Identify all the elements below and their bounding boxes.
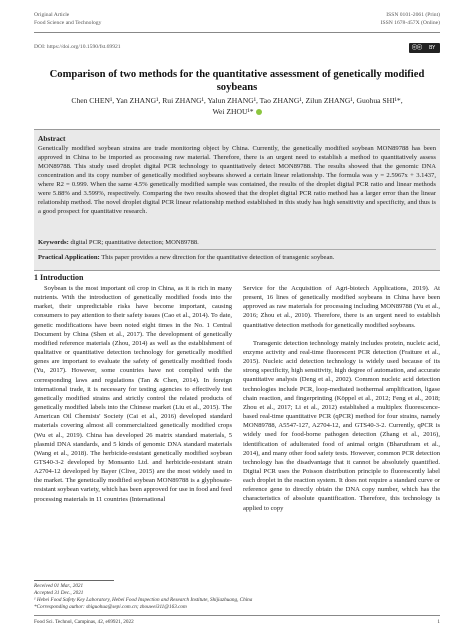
practical-label: Practical Application: (38, 254, 100, 261)
cc-icon: ⓒⓒ (412, 45, 423, 51)
abstract-divider (38, 249, 436, 250)
footnote-rule (34, 580, 114, 581)
abstract-box (34, 129, 440, 271)
keywords-label: Keywords: (38, 239, 69, 246)
header-rule (34, 32, 440, 33)
page-number: 1 (437, 619, 440, 625)
orcid-icon[interactable] (256, 109, 262, 115)
corresponding-author: *Corresponding author: shiguohua@sepi.com.cn; zhouwei311@163.com (34, 604, 187, 610)
issn-online: ISSN 1678-457X (Online) (380, 20, 440, 26)
received-date: Received 01 Mar., 2021 (34, 583, 84, 589)
right-paragraph-2: Transgenic detection technology mainly includes protein, nucleic acid, enzyme activity and real-time fluorescent PCR detection (Fraiture et al., 2015). Nucleic acid detection technology is widely used because of its strong specificity, high sensitivity, high degree of automation, and accurate quantitative analysis (Deng et al., 2002). Common nucleic acid detection technologies include PCR, loop-mediated isothermal amplification, ligase chain reaction, and fingerprinting (Köppel et al., 2012; Feng et al., 2018; Zhou et al., 2017; Li et al., 2012) established a multiplex fluorescence-based real-time quantitative PCR (qPCR) method for four strains, namely MON89788, A5547-127, A2704-12, and GTS40-3-2. Currently, qPCR is widely used for food-borne pathogen detection (Zhang et al., 2016), identification of adulterated food of animal origin (Bharuthram et al., 2014), and many other food safety tests. However, common PCR detection technology has the disadvantage that it cannot be absolutely quantified. Digital PCR uses the Poisson distribution principle to fluorescently label each droplet in the reaction system. It does not require a standard curve or reference gene to directly obtain the DNA copy number, which has the characteristics of absolute quantification. Therefore, this technology is applied to copy (243, 339, 440, 512)
footer-rule (34, 615, 440, 616)
affiliation: ¹ Hebei Food Safety Key Laboratory, Hebei Food Inspection and Research Institute, Shijiazhuang, China (34, 597, 253, 603)
license-badge-label: BY (429, 45, 436, 51)
authors (34, 96, 440, 117)
keywords-text: digital PCR; quantitative detection; MON89788. (70, 239, 199, 246)
section-title: 1 Introduction (34, 273, 84, 282)
right-paragraph-1: Service for the Acquisition of Agri-biotech Applications, 2019). At present, 16 lines of genetically modified soybeans in China have been approved as raw materials for processing including MON89788 (Yu et al., 2016; Zhou et al., 2010). Therefore, there is an urgent need to establish quantitative detection methods for genetically modified soybeans. (243, 285, 440, 329)
article-type: Original Article (34, 12, 70, 18)
article-title: Comparison of two methods for the quantitative assessment of genetically modified soybeans (49, 69, 425, 93)
issn-print: ISSN 0101-2061 (Print) (386, 12, 440, 18)
footer-citation: Food Sci. Technol, Campinas, 42, e69921, 2022 (34, 619, 134, 625)
authors-line-2: Wei ZHOU¹* (212, 106, 254, 116)
doi-link[interactable]: DOI: https://doi.org/10.1590/fst.69921 (34, 44, 121, 50)
left-column (34, 284, 232, 504)
abstract-label: Abstract (38, 134, 66, 143)
practical-text: This paper provides a new direction for the quantitative detection of transgenic soybean. (101, 254, 335, 261)
left-paragraph: Soybean is the most important oil crop in China, as it is rich in many nutrients. With the introduction of genetically modified foods into the market, their unpredictable risks have become important, causing consumers to pay attention to their safety issues (Cao et al., 2014). To date, genetic modifications have been noted eight times in the No. 1 Central Document by China (Shen et al., 2017). The development of genetically modified reference materials (Zhou, 2014) as well as the establishment of qualitative or quantitative detection technology for genetically modified genes are important to evaluate the safety of genetically modified foods (Yu, 2017). However, some countries have not complied with the corresponding laws and regulations (Tan & Chen, 2014). In foreign international trade, it is necessary for testing agencies to effectively test genetically modified strains and strictly control the related products of genetically modified labels into the Chinese market (Liu et al., 2015). The American Oil Chemists' Society (Cai et al., 2016) developed standard materials covering almost all commercialized genetically modified crops (Wu et al., 2019). China has developed 26 matrix standard materials, 5 plasmid DNA standards, and 5 kinds of genomic DNA standard materials (Wang et al., 2018). The herbicide-resistant genetically modified soybean GTS40-3-2 developed by Monsanto Ltd. and herbicide-resistant strain A2704-12 developed by Bayer (Clive, 2015) are the most widely used in the market. The genetically modified soybean MON89788 is a glyphosate-resistant soybean variety, which has been approved for use in food and feed processing materials in 11 countries (International (34, 285, 232, 503)
journal-name: Food Science and Technology (34, 20, 102, 26)
cc-license-badge[interactable] (409, 43, 440, 53)
accepted-date: Accepted 31 Dec., 2021 (34, 590, 84, 596)
authors-line-1: Chen CHEN¹, Yan ZHANG¹, Rui ZHANG¹, Yalun ZHANG¹, Tao ZHANG¹, Zilun ZHANG¹, Guohua SHI¹*, (71, 96, 403, 105)
abstract-text: Genetically modified soybean strains are trade monitoring object by China. Currently, the genetically modified soybean MON89788 has been approved in China to be imported as processing raw material. Therefore, there is an urgent need to establish a method to quantitatively assess MON89788. This study used droplet digital PCR technology to quantitatively detect MON89788. The results showed that the genomic DNA concentration and its copy number of genetically modified soybeans showed a certain linear relationship. The formula was y = 2.5967x + 3.1437, where R2 = 0.999. When the same 4.5% genetically modified sample was contained, the results of the droplet digital PCR ratio and linear methods were 5.88% and 3.599%, respectively. Comparing the two results showed that the droplet digital PCR ratio method has a larger error than the linear relationship method. The novel droplet digital PCR linear relationship method established in this study has high sensitivity and specificity, and thus is a good prospect for quantitative research. (38, 145, 436, 216)
keywords-line (38, 238, 436, 247)
right-column (243, 284, 440, 513)
authors-line-2-wrap (34, 107, 440, 118)
practical-application-line (38, 253, 436, 262)
